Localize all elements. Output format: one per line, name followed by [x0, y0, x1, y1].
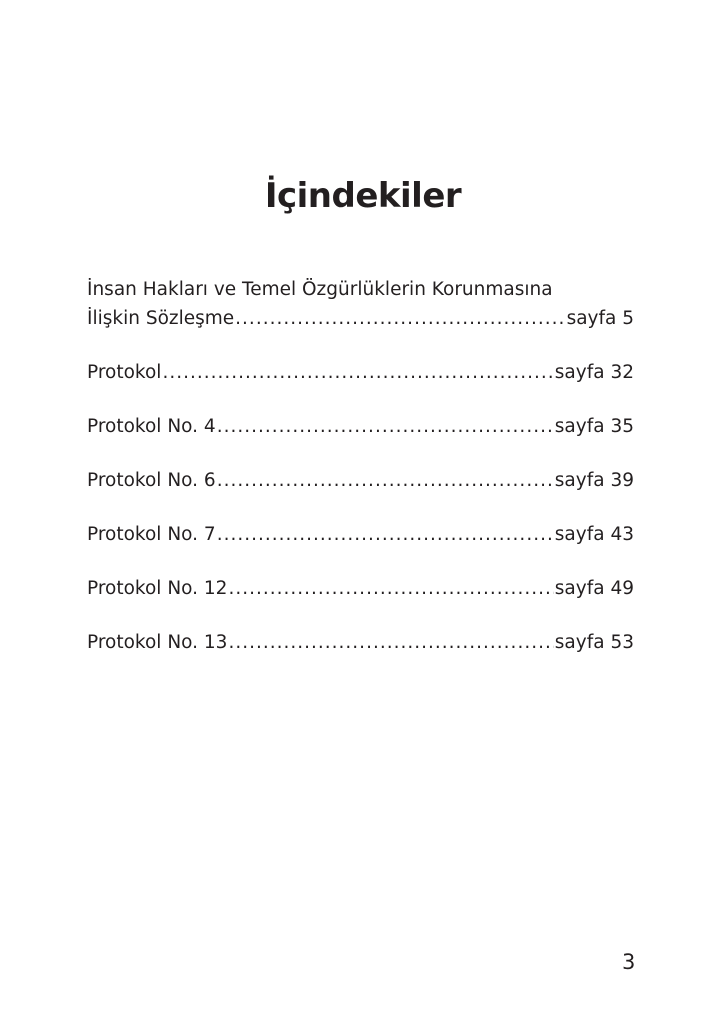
toc-entry-line [87, 412, 634, 441]
table-of-contents [87, 275, 634, 657]
toc-entry-protokol-12[interactable] [87, 574, 634, 603]
toc-entry-page: sayfa 53 [554, 632, 634, 653]
toc-entry-convention[interactable] [87, 275, 634, 333]
toc-entry-line [87, 358, 634, 387]
toc-entry-title: Protokol No. 7 [87, 524, 216, 545]
toc-entry-page: sayfa 35 [554, 416, 634, 437]
toc-entry-page: sayfa 32 [554, 362, 634, 383]
toc-entry-protokol-4[interactable] [87, 412, 634, 441]
toc-entry-protokol-7[interactable] [87, 520, 634, 549]
toc-entry-title: Protokol No. 6 [87, 470, 216, 491]
page-title: İçindekiler [264, 176, 462, 216]
dot-leader [235, 304, 565, 333]
toc-entry-line [87, 304, 634, 333]
dot-leader [228, 628, 553, 657]
toc-entry-protokol[interactable] [87, 358, 634, 387]
toc-entry-protokol-13[interactable] [87, 628, 634, 657]
toc-entry-page: sayfa 49 [554, 578, 634, 599]
dot-leader [228, 574, 553, 603]
dot-leader [217, 520, 554, 549]
page-number: 3 [622, 950, 636, 974]
toc-entry-page: sayfa 43 [554, 524, 634, 545]
toc-entry-title-line [87, 275, 634, 304]
toc-entry-line [87, 574, 634, 603]
toc-entry-line [87, 466, 634, 495]
toc-entry-title: İnsan Hakları ve Temel Özgürlüklerin Korunmasına [87, 279, 553, 300]
dot-leader [217, 466, 554, 495]
toc-entry-title: Protokol No. 4 [87, 416, 216, 437]
toc-entry-title: Protokol No. 12 [87, 578, 228, 599]
dot-leader [217, 412, 554, 441]
toc-entry-line [87, 520, 634, 549]
toc-entry-line [87, 628, 634, 657]
toc-entry-page: sayfa 5 [566, 308, 634, 329]
toc-entry-title: Protokol [87, 362, 162, 383]
toc-entry-page: sayfa 39 [554, 470, 634, 491]
toc-entry-title: Protokol No. 13 [87, 632, 228, 653]
toc-entry-protokol-6[interactable] [87, 466, 634, 495]
dot-leader [162, 358, 553, 387]
toc-entry-title: İlişkin Sözleşme [87, 308, 235, 329]
